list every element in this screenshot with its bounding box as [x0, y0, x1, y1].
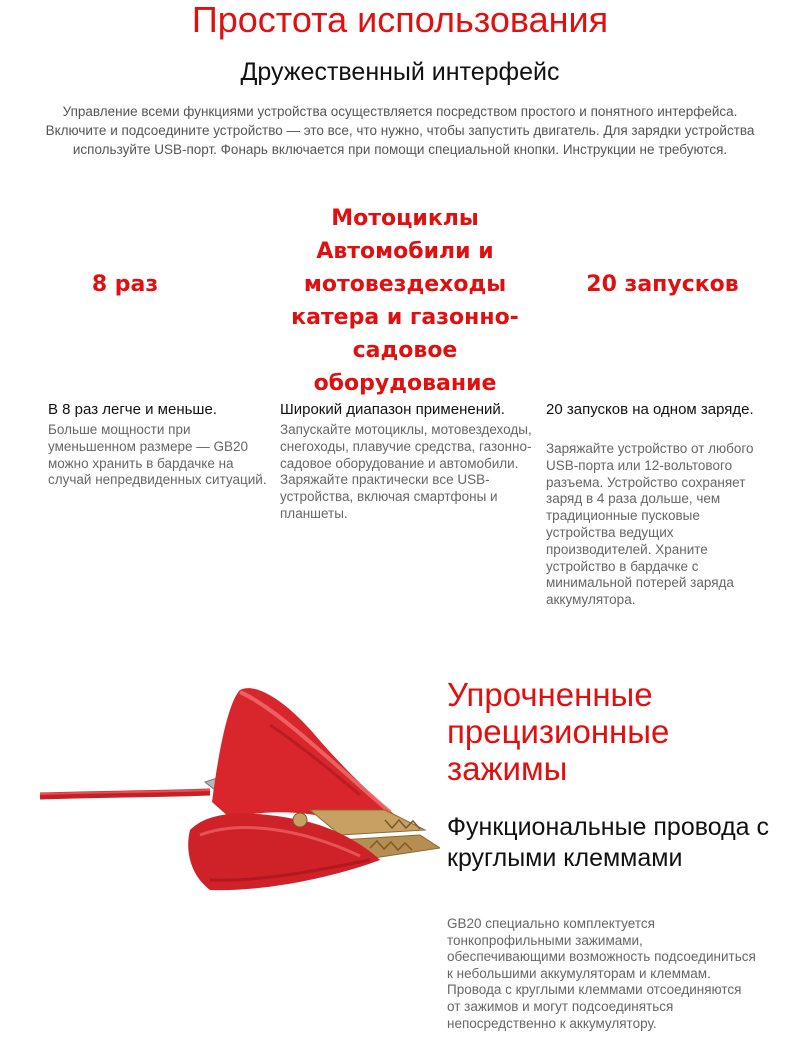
- stat-starts: 20 запусков: [586, 272, 739, 297]
- page-subtitle: Дружественный интерфейс: [240, 58, 560, 86]
- feature-subtitle: Функциональные провода с круглыми клеммами: [447, 813, 770, 872]
- column-3-text: Заряжайте устройство от любого USB-порта или 12-вольтового разъема. Устройство сохраняет заряд в 4 раза дольше, чем традиционные пусковые устройства ведущих производителей. Храните устройство в бардачке с минимальной потерей заряда аккумулятора.: [546, 441, 754, 608]
- column-2-text: Запускайте мотоциклы, мотовездеходы, снегоходы, плавучие средства, газонно-садовое оборудование и автомобили. Заряжайте практически все USB-устройства, включая смартфоны и планшеты.: [280, 422, 532, 521]
- stat-applications: Мотоциклы Автомобили и мотовездеходы катера и газонно-садовое оборудование: [291, 206, 519, 396]
- column-1-text: Больше мощности при уменьшенном размере — GB20 можно хранить в бардачке на случай непредвиденных ситуаций.: [48, 422, 267, 488]
- column-2-heading: Широкий диапазон применений.: [280, 401, 505, 418]
- intro-paragraph: Управление всеми функциями устройства осуществляется посредством простого и понятного интерфейса. Включите и подсоедините устройство — это все, что нужно, чтобы запустить двигатель. Для зарядки устройства используйте USB-порт. Фонарь включается при помощи специальной кнопки. Инструкции не требуются.: [45, 104, 755, 157]
- feature-text: GB20 специально комплектуется тонкопрофильными зажимами, обеспечивающими возможность подсоединиться к небольшими аккумуляторам и клеммам. Провода с круглыми клеммами отсоединяются от зажимов и могут подсоединяться непосредственно к аккумулятору.: [447, 916, 756, 1031]
- battery-clamp-image: [40, 670, 440, 900]
- page-title: Простота использования: [191, 0, 609, 40]
- column-3-heading: 20 запусков на одном заряде.: [546, 401, 754, 418]
- feature-title: Упрочненные прецизионные зажимы: [447, 676, 670, 787]
- stat-lighter: 8 раз: [91, 272, 159, 297]
- column-1-heading: В 8 раз легче и меньше.: [48, 401, 217, 418]
